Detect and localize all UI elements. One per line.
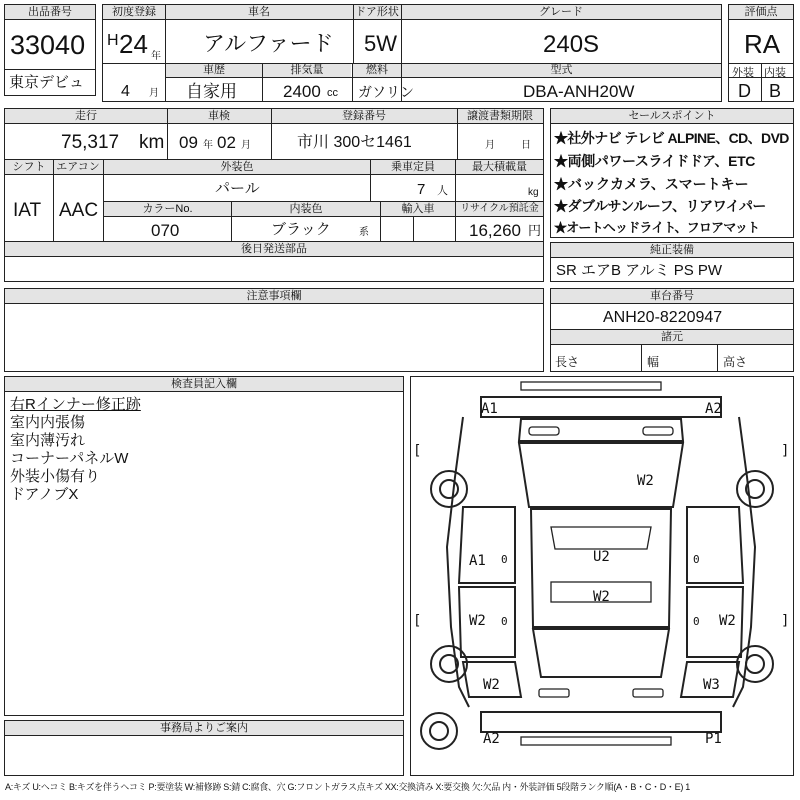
model-label: 型式 (402, 64, 721, 77)
capacity: 7 (417, 181, 426, 198)
recycle-fee-label: リサイクル預託金 (456, 202, 543, 217)
transfer-day-unit: 日 (521, 140, 531, 151)
width-label: 幅 (647, 355, 660, 369)
bracket-right-front: ] (781, 443, 790, 459)
score-label: 評価点 (729, 5, 793, 20)
damage-w2-roof: W2 (593, 589, 610, 605)
grade-label: グレード (401, 5, 721, 20)
chassis-label: 車台番号 (551, 289, 793, 304)
inspector-line-4: コーナーパネルW (10, 450, 129, 467)
chassis-number: ANH20-8220947 (603, 309, 723, 326)
height-label: 高さ (723, 355, 748, 369)
load-capacity-unit: kg (528, 187, 539, 198)
damage-a2-front-right: A2 (705, 401, 722, 417)
zero-left-rear-door: 0 (501, 615, 508, 628)
transfer-month-unit: 月 (485, 140, 495, 151)
inspector-line-5: 外装小傷有り (10, 468, 101, 485)
model-code: DBA-ANH20W (523, 82, 635, 101)
damage-w3-rear-right: W3 (703, 677, 720, 693)
plate-label: 登録番号 (271, 109, 457, 124)
inspector-line-1: 右Rインナー修正跡 (10, 396, 141, 413)
sales-points-label: セールスポイント (551, 109, 793, 124)
displacement-label: 排気量 (263, 64, 351, 77)
history: 自家用 (186, 82, 237, 101)
lot-number-box (4, 4, 96, 96)
car-diagram (410, 376, 794, 776)
color-number: 070 (151, 221, 180, 240)
damage-w2-left-rear-door: W2 (469, 613, 486, 629)
damage-w2-hood: W2 (637, 473, 654, 489)
exterior-color-label: 外装色 (104, 160, 370, 175)
recycle-fee: 16,260 (469, 221, 521, 240)
inspector-line-2: 室内内張傷 (10, 414, 86, 431)
damage-u2-roof: U2 (593, 549, 610, 565)
inspection-label: 車検 (167, 109, 271, 124)
exterior-score: D (738, 81, 751, 101)
import-label: 輸入車 (381, 202, 455, 217)
notes-box (4, 288, 544, 372)
chassis-box (550, 288, 794, 372)
fuel-label: 燃料 (353, 64, 401, 77)
ac-label: エアコン (53, 160, 103, 175)
length-label: 長さ (555, 355, 580, 369)
legend: A:キズ U:ヘコミ B:キズを伴うヘコミ P:要塗装 W:補修跡 S:錆 C:腐食、穴 G:フロントガラス点キズ XX:交換済み X:要交換 欠:欠品 内・外装評価 5段階ランク順(A・B・C・D・E) 1 (5, 782, 690, 792)
exterior-score-label: 外装 (732, 67, 754, 79)
office-box (4, 720, 404, 776)
equipment-label: 純正装備 (551, 243, 793, 258)
inspection-month: 02 (217, 133, 236, 152)
equipment-box (550, 242, 794, 282)
car-name: アルファード (203, 31, 334, 56)
sales-point-2: ★両側パワースライドドア、ETC (554, 153, 755, 169)
month-unit: 月 (149, 88, 159, 99)
bracket-right-rear: ] (781, 613, 790, 629)
displacement: 2400 (283, 82, 321, 101)
interior-color-label: 内装色 (232, 202, 380, 217)
damage-w2-right-rear-door: W2 (719, 613, 736, 629)
registration-year: 24 (119, 29, 148, 59)
sales-point-5: ★オートヘッドライト、フロアマット (554, 220, 760, 235)
plate-number: 市川 300セ1461 (297, 134, 412, 151)
fuel: ガソリン (358, 84, 414, 100)
recycle-fee-unit: 円 (528, 223, 542, 238)
mileage-unit: km (139, 132, 165, 153)
inspection-year-unit: 年 (203, 140, 213, 151)
inspector-box (4, 376, 404, 716)
office-notice-label: 事務局よりご案内 (5, 721, 403, 736)
capacity-label: 乗車定員 (371, 160, 455, 175)
later-parts-label: 後日発送部品 (5, 242, 543, 257)
inspector-line-6: ドアノブX (10, 486, 79, 503)
interior-score-label: 内装 (764, 67, 786, 79)
first-registration-label: 初度登録 (103, 5, 165, 20)
shift: IAT (13, 200, 42, 221)
bracket-left-rear: [ (413, 613, 422, 629)
displacement-unit: cc (327, 87, 338, 99)
sales-points-box (550, 108, 794, 238)
score-box (728, 4, 794, 102)
interior-color: ブラック (271, 221, 331, 238)
load-capacity-label: 最大積載量 (456, 160, 543, 175)
damage-p1-rear-bumper: P1 (705, 731, 722, 747)
car-name-label: 車名 (165, 5, 353, 20)
equipment-value: SR エアB アルミ PS PW (556, 262, 723, 279)
inspector-line-3: 室内薄汚れ (10, 432, 86, 449)
vehicle-info-box (102, 4, 722, 102)
sales-point-4: ★ダブルサンルーフ、リアワイパー (554, 198, 766, 214)
sales-point-3: ★バックカメラ、スマートキー (554, 176, 749, 192)
interior-color-unit: 系 (359, 227, 369, 238)
sales-point-1: ★社外ナビ テレビ ALPINE、CD、DVD (554, 130, 789, 146)
damage-a2-rear-bumper: A2 (483, 731, 500, 747)
air-conditioner: AAC (59, 200, 99, 221)
door-type-label: ドア形状 (353, 5, 401, 20)
mileage: 75,317 (61, 132, 120, 153)
inspection-year: 09 (179, 133, 198, 152)
notes-label: 注意事項欄 (5, 289, 543, 304)
zero-right-door: 0 (693, 553, 700, 566)
bracket-left-front: [ (413, 443, 422, 459)
zero-left-door: 0 (501, 553, 508, 566)
car-outline (411, 377, 793, 775)
color-number-label: カラーNo. (104, 202, 231, 217)
capacity-unit: 人 (437, 185, 448, 197)
dimensions-label: 諸元 (551, 330, 793, 345)
details-box (4, 108, 544, 282)
year-unit: 年 (151, 51, 161, 62)
mileage-label: 走行 (5, 109, 167, 124)
door-type: 5W (364, 31, 397, 56)
damage-a1-front-left: A1 (481, 401, 498, 417)
overall-score: RA (744, 29, 781, 59)
damage-w2-rear-left: W2 (483, 677, 500, 693)
era: H (107, 32, 119, 49)
registration-month: 4 (121, 83, 130, 100)
history-label: 車歴 (166, 64, 262, 77)
exterior-color: パール (215, 180, 260, 197)
interior-score: B (769, 81, 782, 101)
lot-number: 33040 (10, 30, 86, 60)
damage-a1-left-door: A1 (469, 553, 486, 569)
grade: 240S (543, 31, 600, 58)
debut-label: 東京デビュ (9, 74, 85, 91)
inspector-label: 検査員記入欄 (5, 377, 403, 392)
shift-label: シフト (5, 160, 53, 175)
transfer-deadline-label: 譲渡書類期限 (457, 109, 543, 124)
inspection-month-unit: 月 (241, 140, 251, 151)
lot-number-label: 出品番号 (5, 5, 95, 20)
zero-right-rear-door: 0 (693, 615, 700, 628)
